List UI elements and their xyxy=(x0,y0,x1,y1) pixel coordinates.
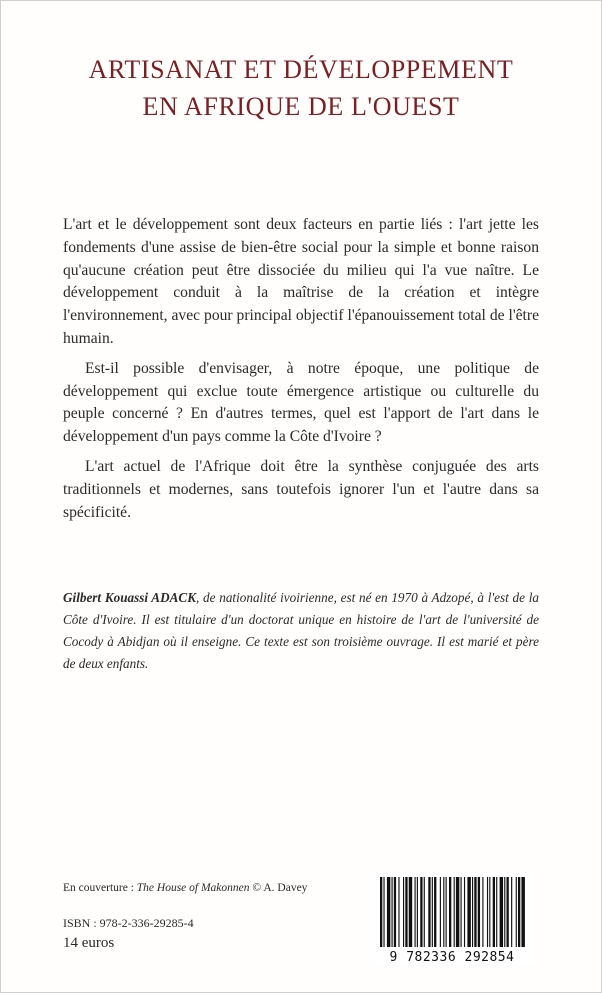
book-title-line-2: EN AFRIQUE DE L'OUEST xyxy=(142,92,460,121)
price: 14 euros xyxy=(63,935,115,951)
barcode xyxy=(370,873,534,965)
book-title-line-1: ARTISANAT ET DÉVELOPPEMENT xyxy=(88,55,514,84)
cover-credit xyxy=(63,882,307,894)
author-name: Gilbert Kouassi ADACK xyxy=(63,590,197,605)
author-bio xyxy=(63,587,539,675)
barcode-bars-icon xyxy=(370,873,534,949)
cover-credit-work: The House of Makonnen xyxy=(136,882,250,894)
blurb-paragraph-3: L'art actuel de l'Afrique doit être la synthèse conjuguée des arts traditionnels et modernes, sans toutefois ignorer l'un et l'autre dans sa spécificité. xyxy=(63,457,539,521)
cover-credit-prefix: En couverture : xyxy=(63,882,137,894)
blurb-paragraph-1: L'art et le développement sont deux facteurs en partie liés : l'art jette les fondements d'une assise de bien-être social pour la simple et bonne raison qu'aucune création peut être dissociée du milieu qui l'a vue naître. Le développement conduit à la maîtrise de la création et intègre l'environnement, avec pour principal objectif l'épanouissement total de l'être humain. xyxy=(63,216,539,347)
blurb xyxy=(63,214,539,531)
barcode-digits: 9 782336 292854 xyxy=(389,950,515,965)
author-bio-text: , de nationalité ivoirienne, est né en 1970 à Adzopé, à l'est de la Côte d'Ivoire. Il est titulaire d'un doctorat unique en histoire de l'art de l'université de Cocody à Abidjan où il enseigne. Ce texte est son troisième ouvrage. Il est marié et père de deux enfants. xyxy=(63,590,539,671)
blurb-paragraph-2: Est-il possible d'envisager, à notre époque, une politique de développement qui exclue toute émergence artistique ou culturelle du peuple concerné ? En d'autres termes, quel est l'apport de l'art dans le développement d'un pays comme la Côte d'Ivoire ? xyxy=(63,359,539,446)
book-title xyxy=(1,51,601,125)
isbn: ISBN : 978-2-336-29285-4 xyxy=(63,916,194,930)
cover-credit-suffix: © A. Davey xyxy=(249,882,308,894)
